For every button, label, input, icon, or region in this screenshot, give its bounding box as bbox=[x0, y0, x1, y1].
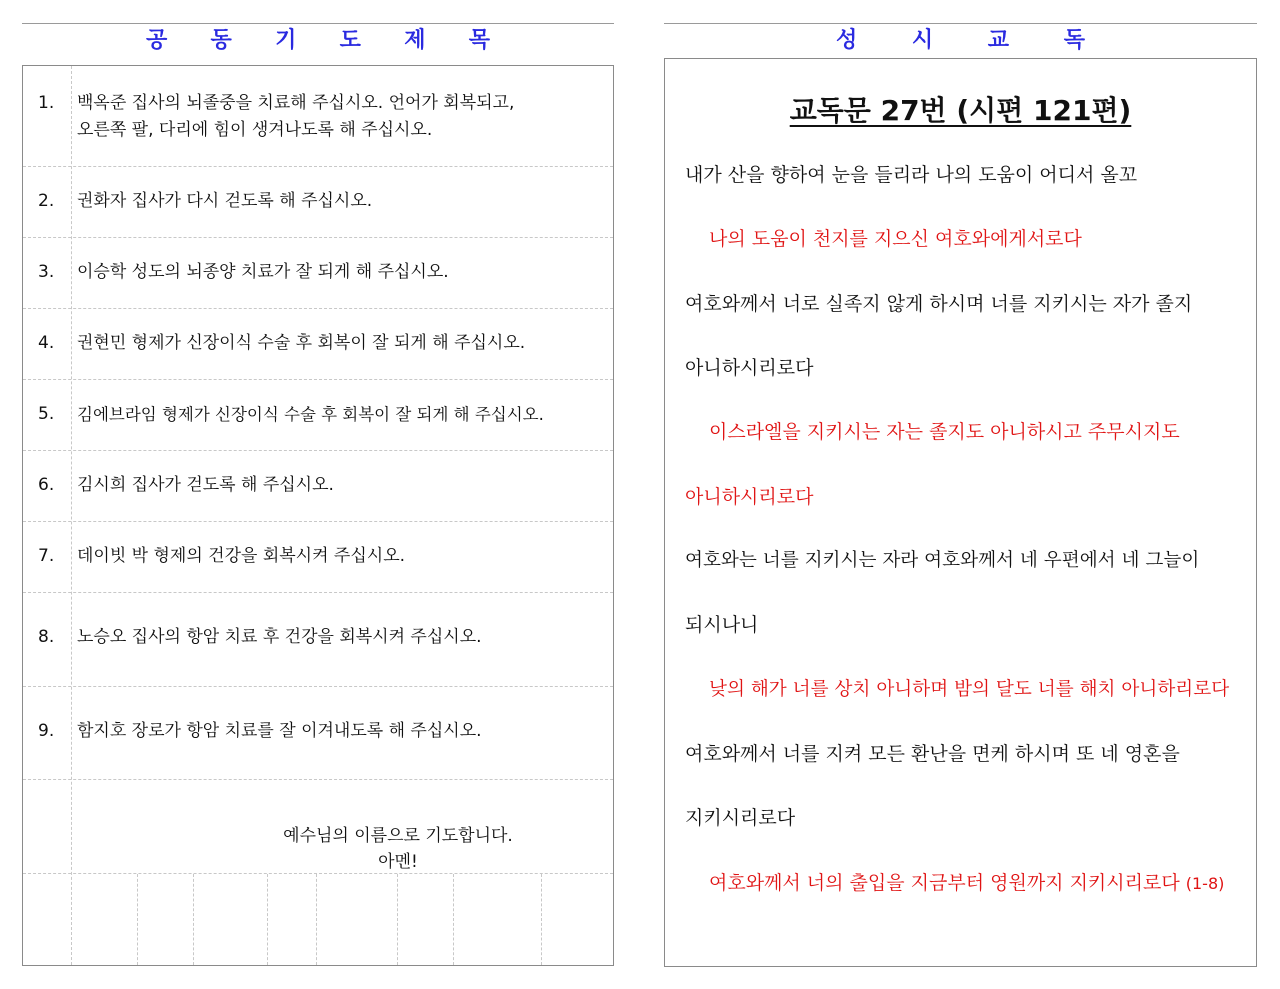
prayer-item-number: 2. bbox=[38, 191, 55, 211]
reading-line-congregation: 낮의 해가 너를 상치 아니하며 밤의 달도 너를 해치 아니하리로다 bbox=[709, 679, 1230, 700]
prayer-item-text: 함지호 장로가 항암 치료를 잘 이겨내도록 해 주십시오. bbox=[77, 721, 482, 741]
reading-line-leader: 여호와께서 너로 실족지 않게 하시며 너를 지키시는 자가 졸지 bbox=[685, 293, 1193, 315]
reading-section-title: 성 시 교 독 bbox=[836, 28, 1085, 53]
reading-line-text: 여호와께서 너의 출입을 지금부터 영원까지 지키시리로다 bbox=[709, 872, 1180, 894]
reading-title bbox=[665, 89, 1256, 129]
prayer-item-number: 4. bbox=[38, 333, 55, 353]
reading-line-leader: 지키시리로다 bbox=[685, 807, 796, 829]
prayer-item bbox=[23, 380, 613, 451]
prayer-list-panel bbox=[22, 65, 614, 966]
reading-line-leader: 아니하시리로다 bbox=[685, 357, 814, 379]
blank-grid-row bbox=[23, 873, 613, 965]
reading-line-congregation bbox=[685, 871, 1248, 896]
reading-line-congregation: 나의 도움이 천지를 지으신 여호와에게서로다 bbox=[709, 228, 1082, 250]
prayer-item-number: 8. bbox=[38, 627, 55, 647]
prayer-item-text: 권화자 집사가 다시 걷도록 해 주십시오. bbox=[77, 191, 373, 211]
responsive-reading-panel bbox=[664, 58, 1257, 967]
prayer-item-number: 9. bbox=[38, 721, 55, 741]
prayer-item bbox=[23, 451, 613, 522]
prayer-item bbox=[23, 238, 613, 309]
prayer-item-text: 노승오 집사의 항암 치료 후 건강을 회복시켜 주십시오. bbox=[77, 627, 482, 647]
prayer-item-text: 이승학 성도의 뇌종양 치료가 잘 되게 해 주십시오. bbox=[77, 262, 449, 282]
grid-divider bbox=[137, 874, 138, 965]
grid-divider bbox=[267, 874, 268, 965]
prayer-item-text: 백옥준 집사의 뇌졸중을 치료해 주십시오. 언어가 회복되고, bbox=[77, 93, 515, 113]
reading-title-text: 교독문 27번 (시편 121편) bbox=[789, 94, 1132, 127]
prayer-item bbox=[23, 687, 613, 780]
prayer-item-text: 데이빗 박 형제의 건강을 회복시켜 주십시오. bbox=[77, 546, 406, 566]
closing-amen: 아멘! bbox=[378, 852, 418, 872]
prayer-section-title: 공 동 기 도 제 목 bbox=[145, 28, 491, 53]
prayer-item-number: 1. bbox=[38, 93, 55, 113]
prayer-item-text: 김시희 집사가 걷도록 해 주십시오. bbox=[77, 475, 334, 495]
reading-top-rule bbox=[664, 23, 1257, 24]
prayer-item-number: 5. bbox=[38, 404, 55, 424]
grid-divider bbox=[316, 874, 317, 965]
prayer-item-number: 7. bbox=[38, 546, 55, 566]
prayer-item-text: 김에브라임 형제가 신장이식 수술 후 회복이 잘 되게 해 주십시오. bbox=[77, 405, 544, 424]
reading-line-leader: 내가 산을 향하여 눈을 들리라 나의 도움이 어디서 올꼬 bbox=[685, 164, 1138, 186]
grid-divider bbox=[453, 874, 454, 965]
closing-prayer-line: 예수님의 이름으로 기도합니다. bbox=[283, 826, 513, 846]
prayer-item-text: 권현민 형제가 신장이식 수술 후 회복이 잘 되게 해 주십시오. bbox=[77, 333, 526, 353]
prayer-item bbox=[23, 593, 613, 687]
prayer-item bbox=[23, 167, 613, 238]
prayer-item bbox=[23, 66, 613, 167]
reading-line-leader: 되시나니 bbox=[685, 614, 759, 636]
closing-prayer bbox=[243, 823, 553, 875]
prayer-item-text: 오른쪽 팔, 다리에 힘이 생겨나도록 해 주십시오. bbox=[77, 120, 433, 140]
prayer-top-rule bbox=[22, 23, 614, 24]
prayer-item bbox=[23, 309, 613, 380]
prayer-item-number: 3. bbox=[38, 262, 55, 282]
reading-line-congregation: 이스라엘을 지키시는 자는 졸지도 아니하시고 주무시지도 bbox=[709, 421, 1180, 443]
grid-divider bbox=[193, 874, 194, 965]
reading-line-leader: 여호와께서 너를 지켜 모든 환난을 면케 하시며 또 네 영혼을 bbox=[685, 743, 1180, 765]
prayer-item-number: 6. bbox=[38, 475, 55, 495]
reading-line-congregation-cont: 아니하시리로다 bbox=[685, 486, 814, 508]
reading-line-leader: 여호와는 너를 지키시는 자라 여호와께서 네 우편에서 네 그늘이 bbox=[685, 550, 1200, 571]
verse-reference: (1-8) bbox=[1185, 874, 1225, 893]
prayer-item bbox=[23, 522, 613, 593]
grid-divider bbox=[397, 874, 398, 965]
grid-divider bbox=[541, 874, 542, 965]
